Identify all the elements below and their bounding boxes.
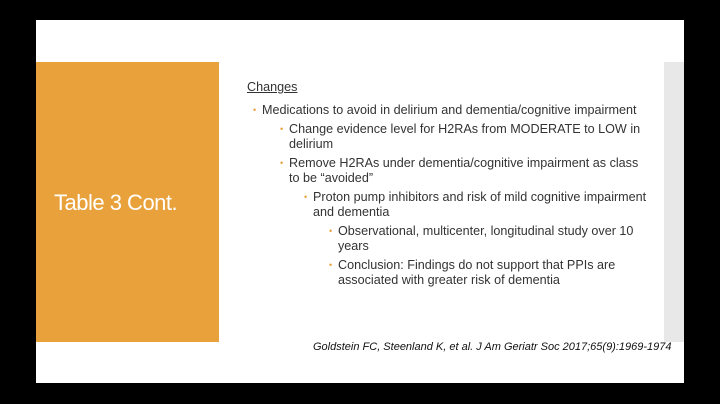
bullet-item: • Change evidence level for H2RAs from MODERATE to LOW in delirium (289, 122, 647, 152)
bullet-item: • Proton pump inhibitors and risk of mild cognitive impairment and dementia (313, 190, 647, 220)
bullet-item: • Conclusion: Findings do not support that PPIs are associated with greater risk of dementia (338, 258, 647, 288)
section-heading: Changes (247, 80, 298, 94)
citation: Goldstein FC, Steenland K, et al. J Am Geriatr Soc 2017;65(9):1969-1974 (313, 341, 672, 353)
slide-title: Table 3 Cont. (54, 190, 178, 215)
bullet-item: • Medications to avoid in delirium and dementia/cognitive impairment (262, 103, 647, 118)
title-panel (36, 62, 219, 342)
bullet-item: • Remove H2RAs under dementia/cognitive impairment as class to be “avoided” (289, 156, 647, 186)
slide-content (247, 80, 647, 292)
bullet-item: • Observational, multicenter, longitudinal study over 10 years (338, 224, 647, 254)
presentation-slide (36, 20, 684, 383)
side-strip (664, 62, 684, 342)
